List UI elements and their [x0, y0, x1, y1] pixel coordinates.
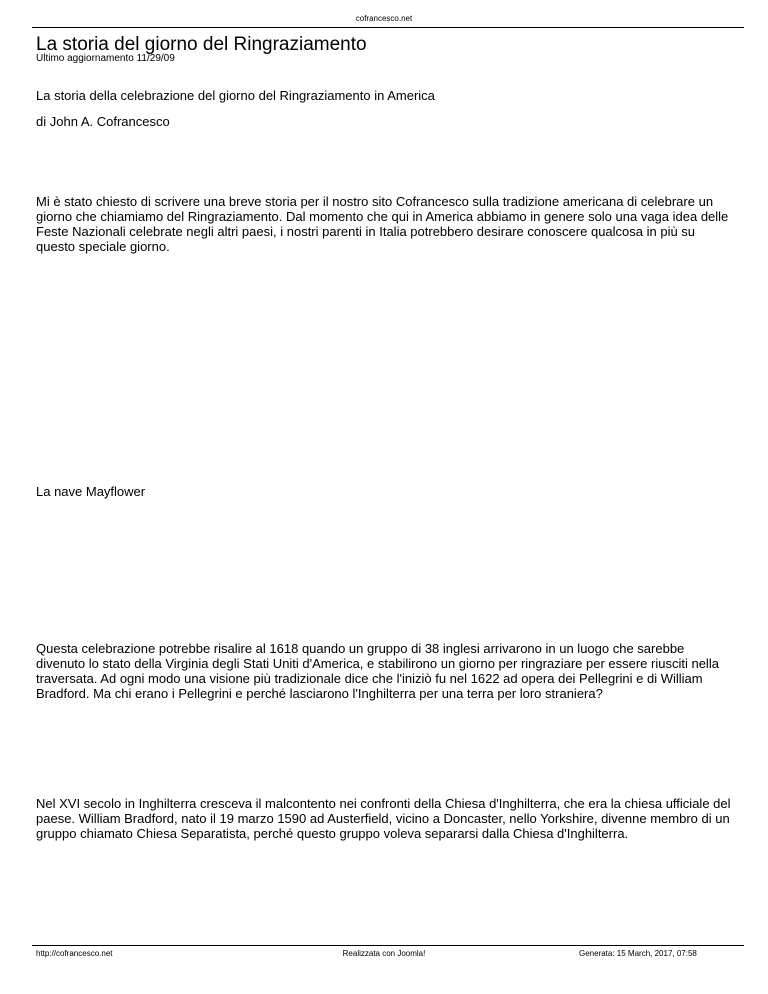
footer-generated-date: Generata: 15 March, 2017, 07:58 [579, 949, 697, 958]
paragraph-sixteenth-century: Nel XVI secolo in Inghilterra cresceva il malcontento nei confronti della Chiesa d'Inghilterra, che era la chiesa ufficiale del paese. William Bradford, nato il 19 marzo 1590 ad Austerfield, vicino a Doncaster, nello Yorkshire, divenne membro di un gruppo chiamato Chiesa Separatista, perché questo gruppo voleva separarsi dalla Chiesa d'Inghilterra. [36, 796, 731, 841]
article-author: di John A. Cofrancesco [36, 114, 170, 129]
paragraph-origins: Questa celebrazione potrebbe risalire al 1618 quando un gruppo di 38 inglesi arrivarono in un luogo che sarebbe divenuto lo stato della Virginia degli Stati Uniti d'America, e stabilirono un giorno per ringraziare per essere riusciti nella traversata. Ad ogni modo una visione più tradizionale dice che l'iniziò fu nel 1622 ad opera dei Pellegrini e di William Bradford. Ma chi erano i Pellegrini e perché lasciarono l'Inghilterra per una terra per loro straniera? [36, 641, 719, 701]
footer-powered-by: Realizzata con Joomla! [342, 949, 426, 958]
site-header: cofrancesco.net [355, 14, 413, 23]
last-updated: Ultimo aggiornamento 11/29/09 [36, 53, 175, 64]
article-subtitle: La storia della celebrazione del giorno del Ringraziamento in America [36, 88, 435, 103]
page-title: La storia del giorno del Ringraziamento [36, 34, 367, 55]
footer-url[interactable]: http://cofrancesco.net [36, 949, 113, 958]
footer-divider [32, 945, 744, 946]
paragraph-intro: Mi è stato chiesto di scrivere una breve storia per il nostro sito Cofrancesco sulla tradizione americana di celebrare un giorno che chiamiamo del Ringraziamento. Dal momento che qui in America abbiamo in genere solo una vaga idea delle Feste Nazionali celebrate negli altri paesi, i nostri parenti in Italia potrebbero desirare conoscere qualcosa in più su questo speciale giorno. [36, 194, 729, 254]
header-divider [32, 27, 744, 28]
image-caption: La nave Mayflower [36, 484, 146, 499]
